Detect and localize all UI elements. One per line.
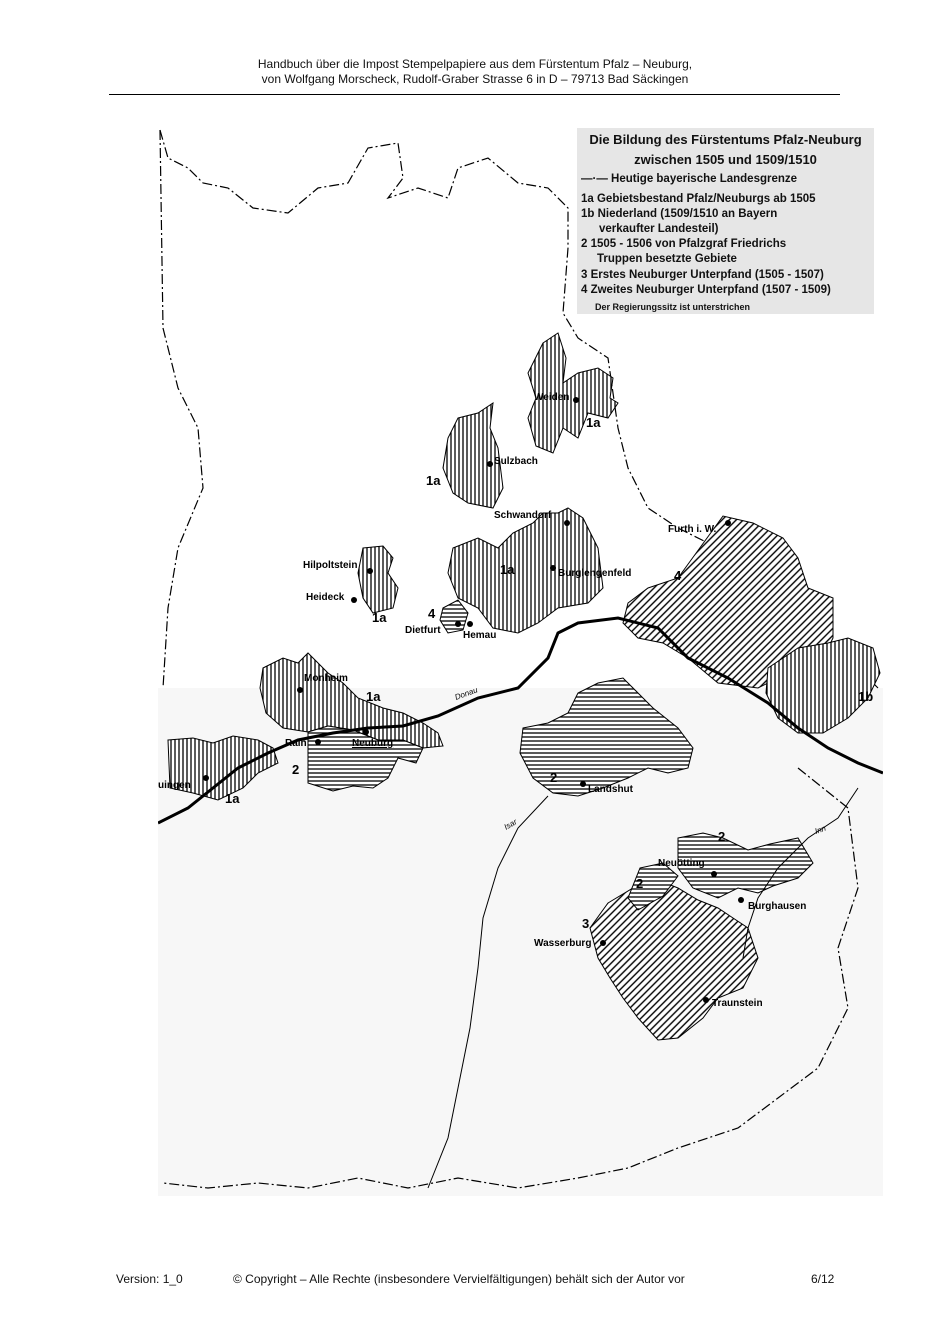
- place-wasserburg: Wasserburg: [534, 938, 592, 949]
- label-1a-weiden: 1a: [586, 415, 601, 430]
- place-sulzbach: Sulzbach: [494, 456, 538, 467]
- region-4-dietfurt: [440, 600, 468, 633]
- place-weiden: Weiden: [534, 392, 570, 403]
- footer-copyright: © Copyright – Alle Rechte (insbesondere Vervielfältigungen) behält sich der Autor vor: [233, 1272, 685, 1286]
- legend-dashdot-icon: —·—: [581, 173, 608, 185]
- region-1a-hilpoltstein: [358, 546, 398, 613]
- footer-version: Version: 1_0: [116, 1272, 183, 1286]
- place-monheim: Monheim: [304, 673, 348, 684]
- place-neuburg: Neuburg: [352, 738, 394, 749]
- label-1a-hilpolt: 1a: [372, 610, 387, 625]
- label-3: 3: [582, 916, 590, 931]
- place-burghausen: Burghausen: [748, 901, 807, 912]
- river-donau-label: Donau: [453, 685, 479, 702]
- legend-item-1b-cont: verkaufter Landesteil): [599, 223, 719, 235]
- label-4-furth: 4: [674, 568, 682, 583]
- legend-border-row: [581, 172, 797, 187]
- place-hemau: Hemau: [463, 630, 497, 641]
- place-hilpoltstein: Hilpoltstein: [303, 560, 358, 571]
- place-burglengenfeld: Burglengenfeld: [558, 568, 632, 579]
- legend-border-label: Heutige bayerische Landesgrenze: [611, 173, 798, 185]
- header-line-1: Handbuch über die Impost Stempelpapiere aus dem Fürstentum Pfalz – Neuburg,: [257, 57, 693, 71]
- legend-title-1: Die Bildung des Fürstentums Pfalz-Neuburg: [589, 132, 862, 147]
- bavaria-border-west: [160, 130, 203, 688]
- legend-item-2-cont: Truppen besetzte Gebiete: [597, 253, 737, 265]
- place-neuoetting: Neuötting: [658, 858, 705, 869]
- label-1a-sulzbach: 1a: [426, 473, 441, 488]
- place-heideck: Heideck: [306, 592, 345, 603]
- place-traunstein: Traunstein: [712, 998, 763, 1009]
- legend-note: Der Regierungssitz ist unterstrichen: [595, 302, 751, 312]
- place-landshut: Landshut: [588, 784, 633, 795]
- river-inn-label: Inn: [813, 823, 828, 836]
- river-isar-label: Isar: [502, 817, 519, 832]
- label-1a-lauingen: 1a: [225, 791, 240, 806]
- label-2-rain: 2: [292, 762, 300, 777]
- place-schwandorf: Schwandorf: [494, 510, 552, 521]
- place-dietfurt: Dietfurt: [405, 625, 441, 636]
- legend-item-1a: 1a Gebietsbestand Pfalz/Neuburgs ab 1505: [581, 193, 816, 205]
- header-divider: [109, 94, 840, 95]
- footer-page-number: 6/12: [811, 1272, 835, 1286]
- legend-item-3: 3 Erstes Neuburger Unterpfand (1505 - 1507): [581, 269, 824, 281]
- label-1a-monheim: 1a: [366, 689, 381, 704]
- page-header: [0, 57, 950, 87]
- place-furth: Furth i. W.: [668, 524, 717, 535]
- label-4-dietfurt: 4: [428, 606, 436, 621]
- map-legend: [577, 128, 874, 314]
- label-2-neuoetting: 2: [718, 829, 726, 844]
- label-2-landshut: 2: [550, 770, 558, 785]
- label-1b: 1b: [858, 689, 874, 704]
- label-2-burghausen: 2: [636, 876, 644, 891]
- label-1a-burg: 1a: [500, 562, 515, 577]
- header-line-2: von Wolfgang Morscheck, Rudolf-Graber Strasse 6 in D – 79713 Bad Säckingen: [261, 72, 689, 86]
- legend-item-2: 2 1505 - 1506 von Pfalzgraf Friedrichs: [581, 238, 787, 250]
- legend-item-4: 4 Zweites Neuburger Unterpfand (1507 - 1509): [581, 284, 831, 296]
- place-rain: Rain: [285, 738, 307, 749]
- place-lauingen: uingen: [158, 780, 191, 791]
- legend-title-2: zwischen 1505 und 1509/1510: [634, 152, 817, 167]
- legend-item-1b: 1b Niederland (1509/1510 an Bayern: [581, 208, 778, 220]
